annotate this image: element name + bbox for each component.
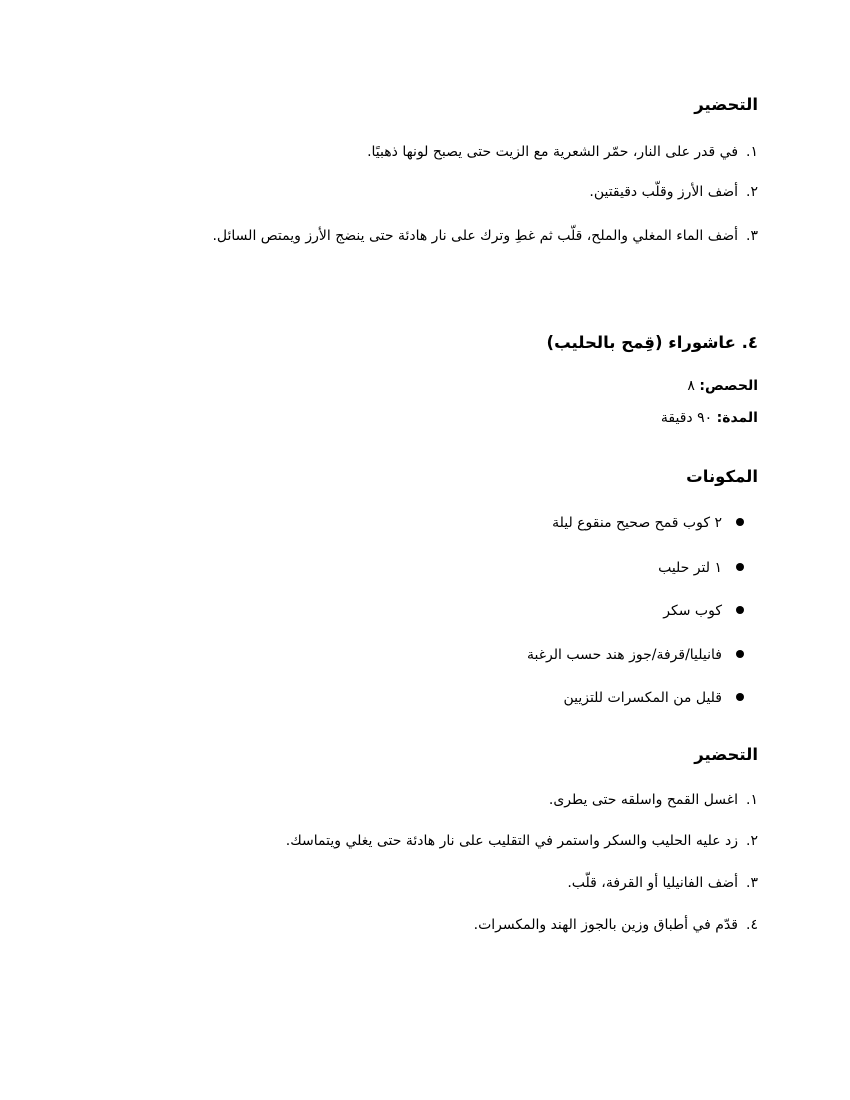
ingredient-text: ٢ كوب قمح صحيح منقوع ليلة	[552, 515, 722, 531]
prep-heading-2: التحضير	[694, 745, 758, 764]
prep-step	[474, 917, 758, 933]
step-text: أضف الأرز وقلّب دقيقتين.	[589, 184, 739, 200]
step-number: ٣.	[746, 228, 758, 244]
bullet-icon	[736, 650, 744, 658]
step-number: ١.	[746, 144, 758, 160]
step-text: زد عليه الحليب والسكر واستمر في التقليب على نار هادئة حتى يغلي ويتماسك.	[285, 833, 739, 849]
ingredient-item	[563, 690, 744, 706]
step-number: ٤.	[746, 917, 758, 933]
step-number: ٢.	[746, 833, 758, 849]
ingredient-item	[658, 560, 744, 576]
prep-step	[367, 144, 758, 160]
step-text: أضف الفانيليا أو القرفة، قلّب.	[567, 875, 739, 891]
bullet-icon	[736, 693, 744, 701]
prep-step	[589, 184, 758, 200]
prep-step	[549, 792, 758, 808]
step-text: أضف الماء المغلي والملح، قلّب ثم غطِ وترك على نار هادئة حتى ينضج الأرز ويمتص السائل.	[212, 228, 739, 244]
ingredient-text: فانيليا/قرفة/جوز هند حسب الرغبة	[526, 647, 722, 663]
prep-step	[286, 833, 758, 849]
ingredient-text: قليل من المكسرات للتزيين	[563, 690, 722, 706]
duration	[661, 410, 758, 426]
recipe-title: ٤. عاشوراء (قِمح بالحليب)	[546, 333, 758, 352]
ingredient-item	[527, 647, 744, 663]
ingredient-item	[552, 515, 744, 531]
step-number: ٣.	[746, 875, 758, 891]
bullet-icon	[736, 563, 744, 571]
prep-heading-1: التحضير	[694, 95, 758, 114]
step-text: اغسل القمح واسلقه حتى يطرى.	[548, 792, 739, 808]
bullet-icon	[736, 518, 744, 526]
duration-value: ٩٠ دقيقة	[660, 410, 713, 426]
bullet-icon	[736, 606, 744, 614]
step-text: قدّم في أطباق وزين بالجوز الهند والمكسرات.	[473, 917, 739, 933]
servings-label: الحصص:	[699, 378, 758, 394]
prep-step	[212, 228, 758, 244]
ingredient-text: ١ لتر حليب	[658, 560, 722, 576]
servings-value: ٨	[687, 378, 695, 394]
step-text: في قدر على النار، حمّر الشعرية مع الزيت حتى يصبح لونها ذهبيًا.	[367, 144, 739, 160]
servings	[687, 378, 758, 394]
ingredient-item	[663, 603, 744, 619]
step-number: ٢.	[746, 184, 758, 200]
prep-step	[567, 875, 758, 891]
ingredient-text: كوب سكر	[663, 603, 722, 619]
step-number: ١.	[746, 792, 758, 808]
ingredients-heading: المكونات	[686, 467, 758, 486]
duration-label: المدة:	[716, 410, 758, 426]
